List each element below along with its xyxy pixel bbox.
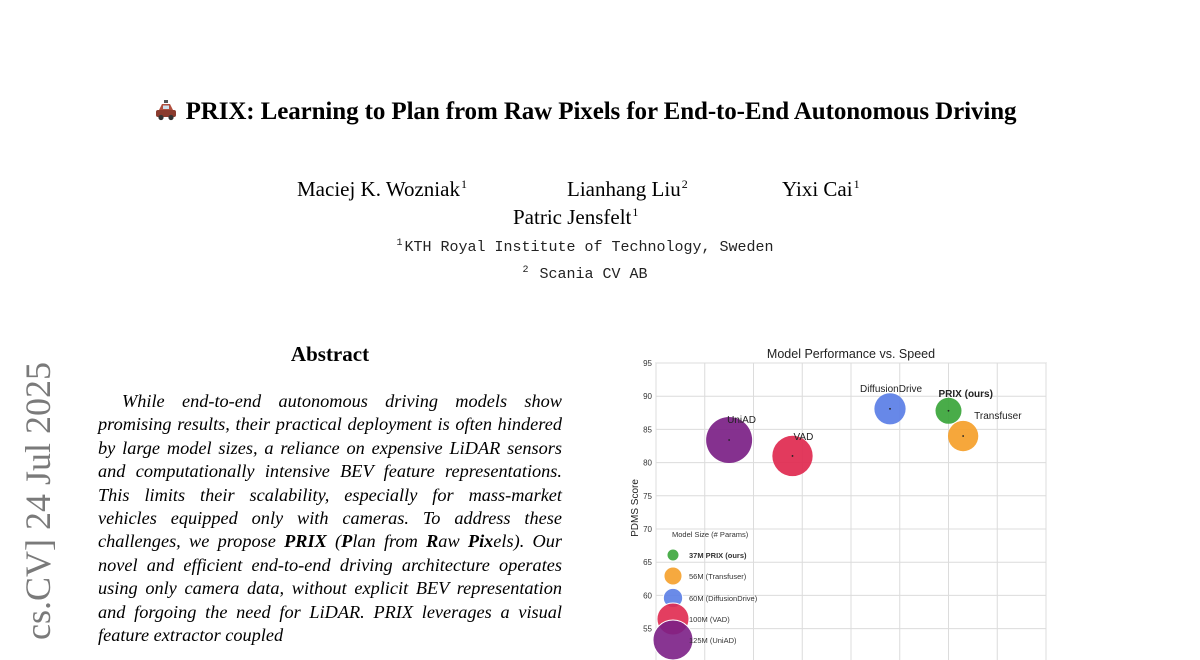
abstract-body: While end-to-end autonomous driving models show promising results, their practical deployment is often hindered by large model sizes, a reliance on expensive LiDAR sensors and computationally intensive BEV feature representations. This limits their scalability, especially for mass-market vehicles equipped only with cameras. To address these challenges, we propose PRIX (Plan from Raw Pixels). Our novel and efficient end-to-end driving architecture operates using only camera data, without explicit BEV representation and forgoing the need for LiDAR. PRIX leverages a visual feature extractor coupled — [98, 391, 562, 646]
paper-title-text: PRIX: Learning to Plan from Raw Pixels for End-to-End Autonomous Driving — [185, 98, 1017, 125]
chart-title: Model Performance vs. Speed — [766, 347, 936, 361]
data-point-center — [792, 455, 794, 457]
affiliation: $^2$ Scania CV AB — [522, 265, 648, 283]
data-point-label: PRIX (ours) — [938, 388, 993, 400]
data-point-label: Transfuser — [974, 411, 1022, 423]
performance-chart — [620, 340, 1060, 660]
data-point-center — [948, 410, 950, 412]
author: Lianhang Liu$^2$ — [567, 177, 688, 201]
size-legend-marker — [664, 567, 682, 585]
y-tick-label: 55 — [643, 624, 652, 634]
data-point-label: VAD — [793, 431, 814, 443]
abstract-heading: Abstract — [290, 342, 370, 366]
size-legend-label: 37M PRIX (ours) — [689, 551, 747, 560]
author: Yixi Cai$^1$ — [782, 177, 860, 201]
size-legend-marker — [653, 620, 693, 660]
size-legend-label: 100M (VAD) — [689, 615, 730, 624]
paper-title — [0, 98, 1170, 128]
data-point-center — [728, 439, 730, 441]
y-tick-label: 70 — [643, 525, 652, 534]
size-legend-label: 60M (DiffusionDrive) — [689, 594, 758, 603]
data-point-center — [962, 435, 964, 437]
size-legend-marker — [667, 549, 679, 561]
size-legend-title: Model Size (# Params) — [672, 530, 749, 539]
y-tick-label: 80 — [643, 458, 652, 468]
arxiv-stamp: cs.CV] 24 Jul 2025 — [18, 362, 58, 640]
data-point-center — [889, 408, 891, 410]
size-legend-label: 56M (Transfuser) — [689, 572, 747, 581]
car-icon — [154, 99, 178, 128]
y-tick-label: 85 — [643, 425, 652, 435]
y-tick-label: 65 — [643, 558, 652, 568]
y-tick-label: 60 — [643, 591, 652, 601]
affiliation: $^1$ KTH Royal Institute of Technology, Sweden — [396, 238, 774, 256]
author: Maciej K. Wozniak$^1$ — [297, 177, 467, 201]
y-tick-label: 90 — [643, 392, 652, 402]
size-legend-label: 125M (UniAD) — [689, 636, 737, 645]
y-axis-label: PDMS Score — [630, 479, 641, 537]
author: Patric Jensfelt$^1$ — [513, 205, 639, 229]
data-point-label: DiffusionDrive — [860, 383, 923, 395]
y-tick-label: 95 — [643, 359, 652, 368]
data-point-label: UniAD — [727, 415, 757, 427]
y-tick-label: 75 — [643, 491, 652, 501]
